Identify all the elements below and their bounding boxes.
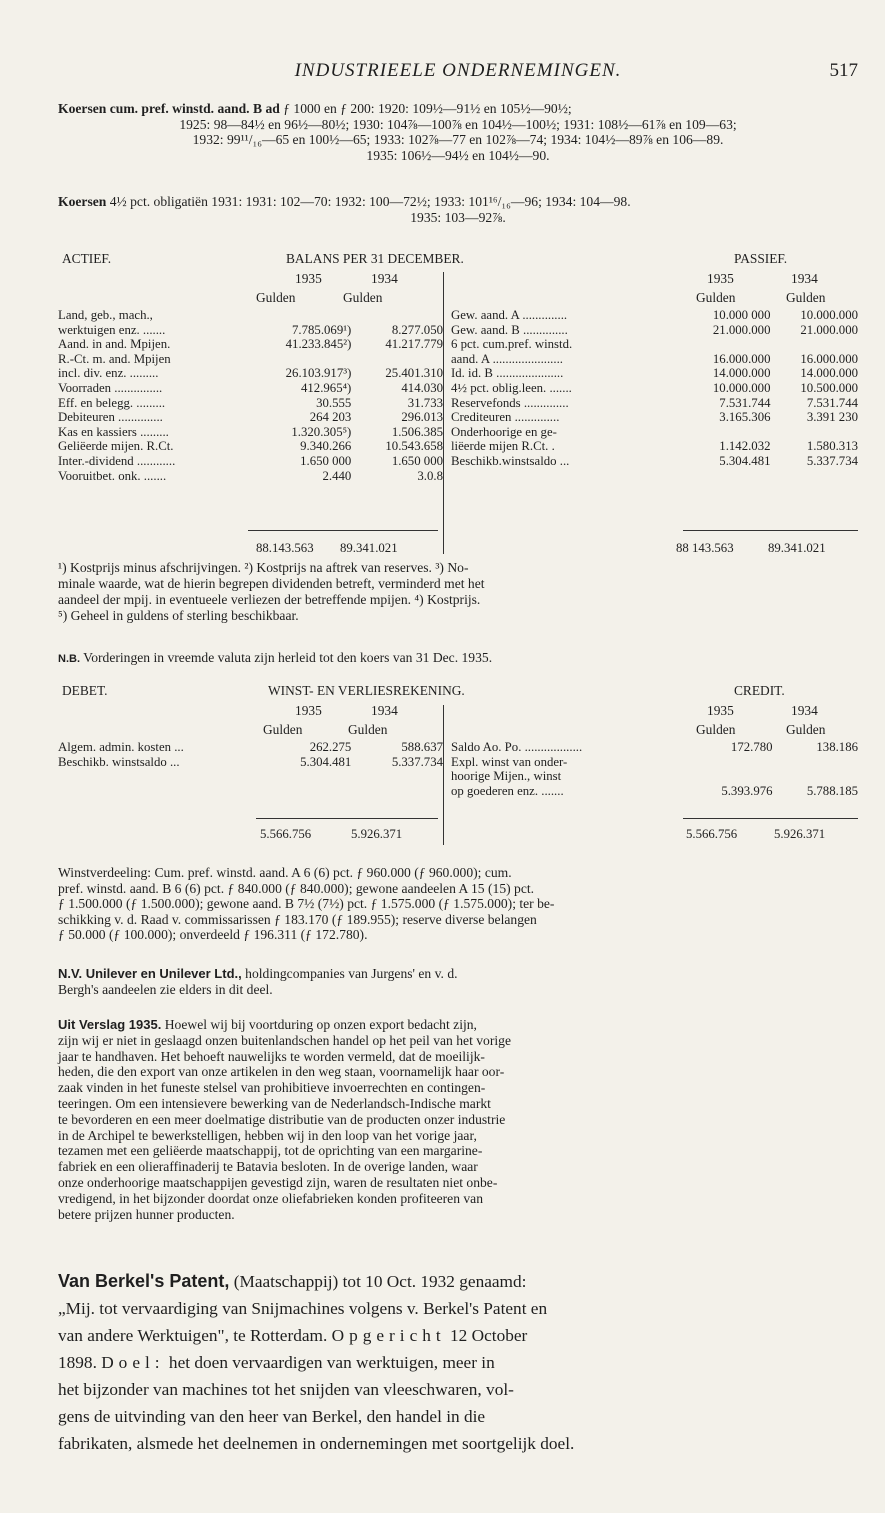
verslag-line: heden, die den export van onze artikelen in den weg staan, voornamelijk haar oor- <box>58 1064 505 1080</box>
value-1935: 21.000.000 <box>712 322 771 337</box>
actief-row <box>58 396 443 411</box>
passief-row <box>451 396 858 411</box>
entry-label: Kas en kassiers ......... <box>58 424 169 439</box>
actief-row <box>58 454 443 469</box>
verslag-line1: Hoewel wij bij voortduring op onzen export bedacht zijn, <box>161 1017 477 1032</box>
entry-label: Gew. aand. A .............. <box>451 308 568 322</box>
winst-total-left-1934: 5.926.371 <box>351 827 403 841</box>
balans-totals <box>58 541 858 557</box>
passief-row <box>451 337 858 352</box>
balans-total-right-1935: 88 143.563 <box>676 541 734 555</box>
winst-totals <box>58 827 858 843</box>
passief-row <box>451 381 858 396</box>
entry-label: Reservefonds .............. <box>451 395 569 410</box>
entry-label: Gew. aand. B .............. <box>451 322 568 337</box>
entry-label: Id. id. B ..................... <box>451 366 564 381</box>
value-1935: 30.555 <box>316 395 352 410</box>
balans-year-1935-right: 1935 <box>707 271 734 286</box>
value-1934: 588.637 <box>401 740 443 754</box>
winst-credit-label: CREDIT. <box>734 683 785 698</box>
footnote-line1: ¹) Kostprijs minus afschrijvingen. ²) Kostprijs na aftrek van reserves. ³) No- <box>58 560 469 575</box>
passief-row <box>451 454 858 469</box>
verslag-line: jaar te handhaven. Het behoeft nauwelijks te worden vermeld, dat de moeilijk- <box>58 1048 485 1064</box>
winst-debet-label: DEBET. <box>62 683 108 698</box>
value-1935: 264 203 <box>309 410 352 425</box>
winst-year-1935-right: 1935 <box>707 703 734 718</box>
winstverdeeling-block <box>58 865 858 943</box>
balans-footnotes <box>58 560 858 624</box>
berkel-line3b: 12 October <box>445 1326 528 1345</box>
value-1934: 3.0.8 <box>417 468 443 483</box>
passief-row <box>451 323 858 338</box>
value-1935: 5.304.481 <box>719 453 771 468</box>
balans-title: BALANS PER 31 DECEMBER. <box>286 251 464 266</box>
value-1935: 14.000.000 <box>712 366 771 381</box>
value-1934: 16.000.000 <box>800 351 858 366</box>
berkel-block <box>58 1268 858 1457</box>
entry-label: Algem. admin. kosten ... <box>58 740 184 754</box>
value-1934: 1.650 000 <box>391 453 443 468</box>
verslag-block <box>58 1017 858 1222</box>
value-1935: 172.780 <box>730 740 773 754</box>
winstverdeeling-line: ƒ 50.000 (ƒ 100.000); onverdeeld ƒ 196.311 (ƒ 172.780). <box>58 927 368 943</box>
value-1935: 1.320.305⁵) <box>291 424 352 439</box>
entry-label: Aand. in and. Mpijen. <box>58 337 171 352</box>
winst-year-row <box>58 703 858 719</box>
verslag-line: betere prijzen hunner producten. <box>58 1206 235 1222</box>
unilever-line1: holdingcompanies van Jurgens' en v. d. <box>241 966 458 981</box>
value-1935 <box>685 769 773 784</box>
entry-label: werktuigen enz. ....... <box>58 322 166 337</box>
value-1934: 41.217.779 <box>385 337 443 352</box>
balans-year-1934-left: 1934 <box>371 271 398 286</box>
page-number: 517 <box>829 60 858 81</box>
value-1934: 5.788.185 <box>806 783 858 798</box>
winstverdeeling-line: schikking v. d. Raad v. commissarissen ƒ 183.170 (ƒ 189.955); reserve diverse belangen <box>58 911 537 927</box>
passief-row <box>451 425 858 440</box>
running-title: INDUSTRIEELE ONDERNEMINGEN. <box>294 60 622 81</box>
berkel-line4b: het doen vervaardigen van werktuigen, meer in <box>164 1353 495 1372</box>
balans-unit-right-1934: Gulden <box>786 290 826 305</box>
value-1935: 1.650 000 <box>300 453 352 468</box>
value-1934: 25.401.310 <box>385 366 443 381</box>
berkel-line7: fabrikaten, alsmede het deelnemen in ondernemingen met soortgelijk doel. <box>58 1434 575 1453</box>
balans-divider <box>443 272 444 554</box>
value-1934 <box>773 755 858 770</box>
entry-label: Saldo Ao. Po. .................. <box>451 740 583 754</box>
value-1935 <box>677 425 771 440</box>
entry-label: Vooruitbet. onk. ....... <box>58 468 167 483</box>
verslag-line: zijn wij er niet in geslaagd onzen buitenlandschen handel op het peil van het vorige <box>58 1032 511 1048</box>
koersen-obl-line1: 4½ pct. obligatiën 1931: 1931: 102—70: 1932: 100—72½; 1933: 101¹⁶/₁₆—96; 1934: 104—98. <box>106 194 631 209</box>
value-1935 <box>252 308 352 323</box>
koersen-pref-line4: 1935: 106½—94½ en 104½—90. <box>366 147 550 163</box>
entry-label: Debiteuren .............. <box>58 410 163 425</box>
winst-rule-left <box>256 818 438 819</box>
passief-row <box>451 308 858 323</box>
value-1934: 1.506.385 <box>391 424 443 439</box>
berkel-line4a: 1898. <box>58 1353 102 1372</box>
balans-total-right-1934: 89.341.021 <box>768 541 826 555</box>
entry-label: Voorraden ............... <box>58 380 163 395</box>
balans-unit-right-1935: Gulden <box>696 290 736 305</box>
value-1934 <box>773 769 858 784</box>
actief-row <box>58 425 443 440</box>
balans-passief-label: PASSIEF. <box>734 251 788 266</box>
passief-row <box>451 366 858 381</box>
actief-row <box>58 469 443 484</box>
balans-actief-label: ACTIEF. <box>62 251 112 266</box>
value-1935 <box>685 755 773 770</box>
balans-actief-table <box>58 308 443 483</box>
footnote-line2: minale waarde, wat de hierin begrepen dividenden betreft, verminderd met het <box>58 576 485 591</box>
winst-rule-right <box>683 818 858 819</box>
nb-lead: N.B. <box>58 653 80 665</box>
balans-unit-left-1935: Gulden <box>256 290 296 305</box>
value-1934 <box>770 337 858 352</box>
value-1934: 296.013 <box>401 410 443 425</box>
winstverdeeling-line: pref. winstd. aand. B 6 (6) pct. ƒ 840.000 (ƒ 840.000); gewone aandeelen A 15 (15) pct. <box>58 880 535 896</box>
berkel-line3a: van andere Werktuigen", te Rotterdam. <box>58 1326 332 1345</box>
value-1934: 3.391 230 <box>806 410 858 425</box>
value-1934: 8.277.050 <box>391 322 443 337</box>
value-1935 <box>677 337 771 352</box>
value-1935: 262.275 <box>309 740 352 754</box>
value-1934: 21.000.000 <box>800 322 858 337</box>
winst-debet-table <box>58 740 443 769</box>
verslag-line: fabriek en een olieraffinaderij te Batavia besloten. In de overige landen, waar <box>58 1159 478 1175</box>
entry-label: Geliëerde mijen. R.Ct. <box>58 439 174 454</box>
actief-row <box>58 308 443 323</box>
verslag-line: onze onderhoorige maatschappijen gevestigd zijn, waren de resultaten niet onbe- <box>58 1174 498 1190</box>
balans-year-1935-left: 1935 <box>295 271 322 286</box>
winst-total-left-1935: 5.566.756 <box>260 827 312 841</box>
koersen-pref-line3: 1932: 99¹¹/₁₆—65 en 100½—65; 1933: 102⅞—77 en 102⅞—74; 1934: 104½—89⅞ en 106—89. <box>192 132 724 148</box>
balans-year-row <box>58 271 858 287</box>
value-1934 <box>770 425 858 440</box>
actief-row <box>58 381 443 396</box>
value-1934: 1.580.313 <box>806 439 858 454</box>
actief-row <box>58 323 443 338</box>
winst-year-1934-right: 1934 <box>791 703 818 718</box>
berkel-line1: (Maatschappij) tot 10 Oct. 1932 genaamd: <box>229 1272 527 1291</box>
nb-text: Vorderingen in vreemde valuta zijn herleid tot den koers van 31 Dec. 1935. <box>80 650 493 665</box>
passief-row <box>451 410 858 425</box>
page-header <box>58 60 858 86</box>
value-1935: 10.000.000 <box>712 380 771 395</box>
debet-row <box>58 740 443 755</box>
value-1934: 10.500.000 <box>800 380 858 395</box>
berkel-opgericht: Opgericht <box>331 1326 446 1345</box>
berkel-line6: gens de uitvinding van den heer van Berkel, den handel in die <box>58 1407 486 1426</box>
entry-label: hoorige Mijen., winst <box>451 769 562 784</box>
entry-label: Inter.-dividend ............ <box>58 453 176 468</box>
entry-label: Onderhoorige en ge- <box>451 424 557 439</box>
value-1934: 5.337.734 <box>391 754 443 769</box>
actief-row <box>58 366 443 381</box>
value-1934 <box>351 352 443 367</box>
value-1935: 1.142.032 <box>719 439 771 454</box>
winstverdeeling-line: Winstverdeeling: Cum. pref. winstd. aand. A 6 (6) pct. ƒ 960.000 (ƒ 960.000); cum. <box>58 865 512 880</box>
footnote-line3: aandeel der mpij. in eventueele verliezen der betreffende mpijen. ⁴) Kostprijs. <box>58 592 481 607</box>
koersen-obl-block <box>58 194 858 225</box>
balans-total-left-1935: 88.143.563 <box>256 541 314 555</box>
berkel-lead: Van Berkel's Patent, <box>58 1271 230 1291</box>
koersen-pref-line1: ƒ 1000 en ƒ 200: 1920: 109½—91½ en 105½—90½; <box>279 101 572 116</box>
value-1935: 10.000 000 <box>712 308 771 322</box>
balans-unit-row <box>58 290 858 306</box>
balans-rule-left <box>248 530 438 531</box>
value-1934: 7.531.744 <box>806 395 858 410</box>
winst-unit-right-1934: Gulden <box>786 722 826 737</box>
value-1935: 412.965⁴) <box>301 380 352 395</box>
winst-divider <box>443 705 444 845</box>
value-1934: 14.000.000 <box>800 366 858 381</box>
balans-rule-right <box>683 530 858 531</box>
berkel-line5: het bijzonder van machines tot het snijden van vleeschwaren, vol- <box>58 1380 514 1399</box>
berkel-doel: Doel: <box>101 1353 165 1372</box>
value-1935: 2.440 <box>322 468 352 483</box>
value-1935: 7.531.744 <box>719 395 771 410</box>
value-1935: 9.340.266 <box>300 439 352 454</box>
credit-row <box>451 769 858 784</box>
winst-unit-row <box>58 722 858 738</box>
winst-year-1934-left: 1934 <box>371 703 398 718</box>
unilever-line2: Bergh's aandeelen zie elders in dit deel. <box>58 981 273 997</box>
entry-label: incl. div. enz. ......... <box>58 366 159 381</box>
value-1935: 5.393.976 <box>721 783 773 798</box>
entry-label: Expl. winst van onder- <box>451 754 568 769</box>
winst-total-right-1934: 5.926.371 <box>774 827 826 841</box>
verslag-lead: Uit Verslag 1935. <box>58 1017 162 1032</box>
verslag-line: tezamen met een geliëerde maatschappij, tot de oprichting van een margarine- <box>58 1143 483 1159</box>
entry-label: op goederen enz. ....... <box>451 783 564 798</box>
value-1934: 10.000.000 <box>800 308 858 322</box>
value-1934: 414.030 <box>401 380 443 395</box>
balans-passief-table <box>451 308 858 469</box>
value-1935: 3.165.306 <box>719 410 771 425</box>
koersen-pref-block <box>58 101 858 163</box>
actief-row <box>58 410 443 425</box>
winst-year-1935-left: 1935 <box>295 703 322 718</box>
value-1934: 5.337.734 <box>806 453 858 468</box>
value-1935 <box>252 352 352 367</box>
actief-row <box>58 337 443 352</box>
entry-label: liëerde mijen R.Ct. . <box>451 439 555 454</box>
verslag-line: teeringen. Om een intensievere bewerking van de Nederlandsch-Indische markt <box>58 1095 491 1111</box>
value-1934 <box>351 308 443 323</box>
value-1934: 10.543.658 <box>385 439 443 454</box>
berkel-line2: „Mij. tot vervaardiging van Snijmachines volgens v. Berkel's Patent en <box>58 1299 548 1318</box>
balans-header <box>58 251 858 267</box>
value-1934: 138.186 <box>816 740 858 754</box>
koersen-obl-line2: 1935: 103—92⅞. <box>410 209 506 225</box>
actief-row <box>58 352 443 367</box>
credit-row <box>451 755 858 770</box>
verslag-line: zaak vinden in het funeste stelsel van prohibitieve invoerrechten en contingen- <box>58 1080 486 1096</box>
footnote-line4: ⁵) Geheel in guldens of sterling beschikbaar. <box>58 608 299 623</box>
winst-credit-table <box>451 740 858 798</box>
winstverdeeling-line: ƒ 1.500.000 (ƒ 1.500.000); gewone aand. B 7½ (7½) pct. ƒ 1.575.000 (ƒ 1.575.000); ter be- <box>58 896 555 912</box>
verslag-line: vredigend, in het bijzonder doordat onze oliefabrieken konden profiteeren van <box>58 1190 484 1206</box>
entry-label: Beschikb. winstsaldo ... <box>58 754 180 769</box>
passief-row <box>451 352 858 367</box>
credit-row <box>451 740 858 755</box>
value-1934: 31.733 <box>407 395 443 410</box>
winst-unit-left-1934: Gulden <box>348 722 388 737</box>
entry-label: Crediteuren .............. <box>451 410 560 425</box>
winst-unit-left-1935: Gulden <box>263 722 303 737</box>
entry-label: 6 pct. cum.pref. winstd. <box>451 337 573 352</box>
debet-row <box>58 755 443 770</box>
koersen-pref-lead: Koersen cum. pref. winstd. aand. B ad <box>58 101 280 116</box>
unilever-lead: N.V. Unilever en Unilever Ltd., <box>58 966 242 981</box>
verslag-line: te bevorderen en een meer doelmatige distributie van de producten onzer industrie <box>58 1111 506 1127</box>
value-1935: 41.233.845²) <box>285 337 352 352</box>
winst-title: WINST- EN VERLIESREKENING. <box>268 683 465 698</box>
verslag-line: in de Archipel te bewerkstelligen, hebben wij in den loop van het vorige jaar, <box>58 1127 477 1143</box>
koersen-obl-lead: Koersen <box>58 194 107 209</box>
actief-row <box>58 439 443 454</box>
balans-total-left-1934: 89.341.021 <box>340 541 398 555</box>
entry-label: Land, geb., mach., <box>58 308 153 322</box>
passief-row <box>451 439 858 454</box>
entry-label: R.-Ct. m. and. Mpijen <box>58 351 171 366</box>
winst-total-right-1935: 5.566.756 <box>686 827 738 841</box>
value-1935: 16.000.000 <box>712 351 771 366</box>
value-1935: 26.103.917³) <box>285 366 352 381</box>
entry-label: 4½ pct. oblig.leen. ....... <box>451 380 572 395</box>
koersen-pref-line2: 1925: 98—84½ en 96½—80½; 1930: 104⅞—100⅞ en 104½—100½; 1931: 108½—61⅞ en 109—63; <box>179 116 737 132</box>
value-1935: 7.785.069¹) <box>292 322 352 337</box>
value-1935: 5.304.481 <box>300 754 352 769</box>
entry-label: Beschikb.winstsaldo ... <box>451 453 570 468</box>
balans-unit-left-1934: Gulden <box>343 290 383 305</box>
unilever-block <box>58 966 858 997</box>
winst-header <box>58 683 858 699</box>
balans-year-1934-right: 1934 <box>791 271 818 286</box>
entry-label: Eff. en belegg. ......... <box>58 395 166 410</box>
winst-unit-right-1935: Gulden <box>696 722 736 737</box>
credit-row <box>451 784 858 799</box>
nb-block <box>58 650 858 668</box>
entry-label: aand. A ...................... <box>451 351 563 366</box>
